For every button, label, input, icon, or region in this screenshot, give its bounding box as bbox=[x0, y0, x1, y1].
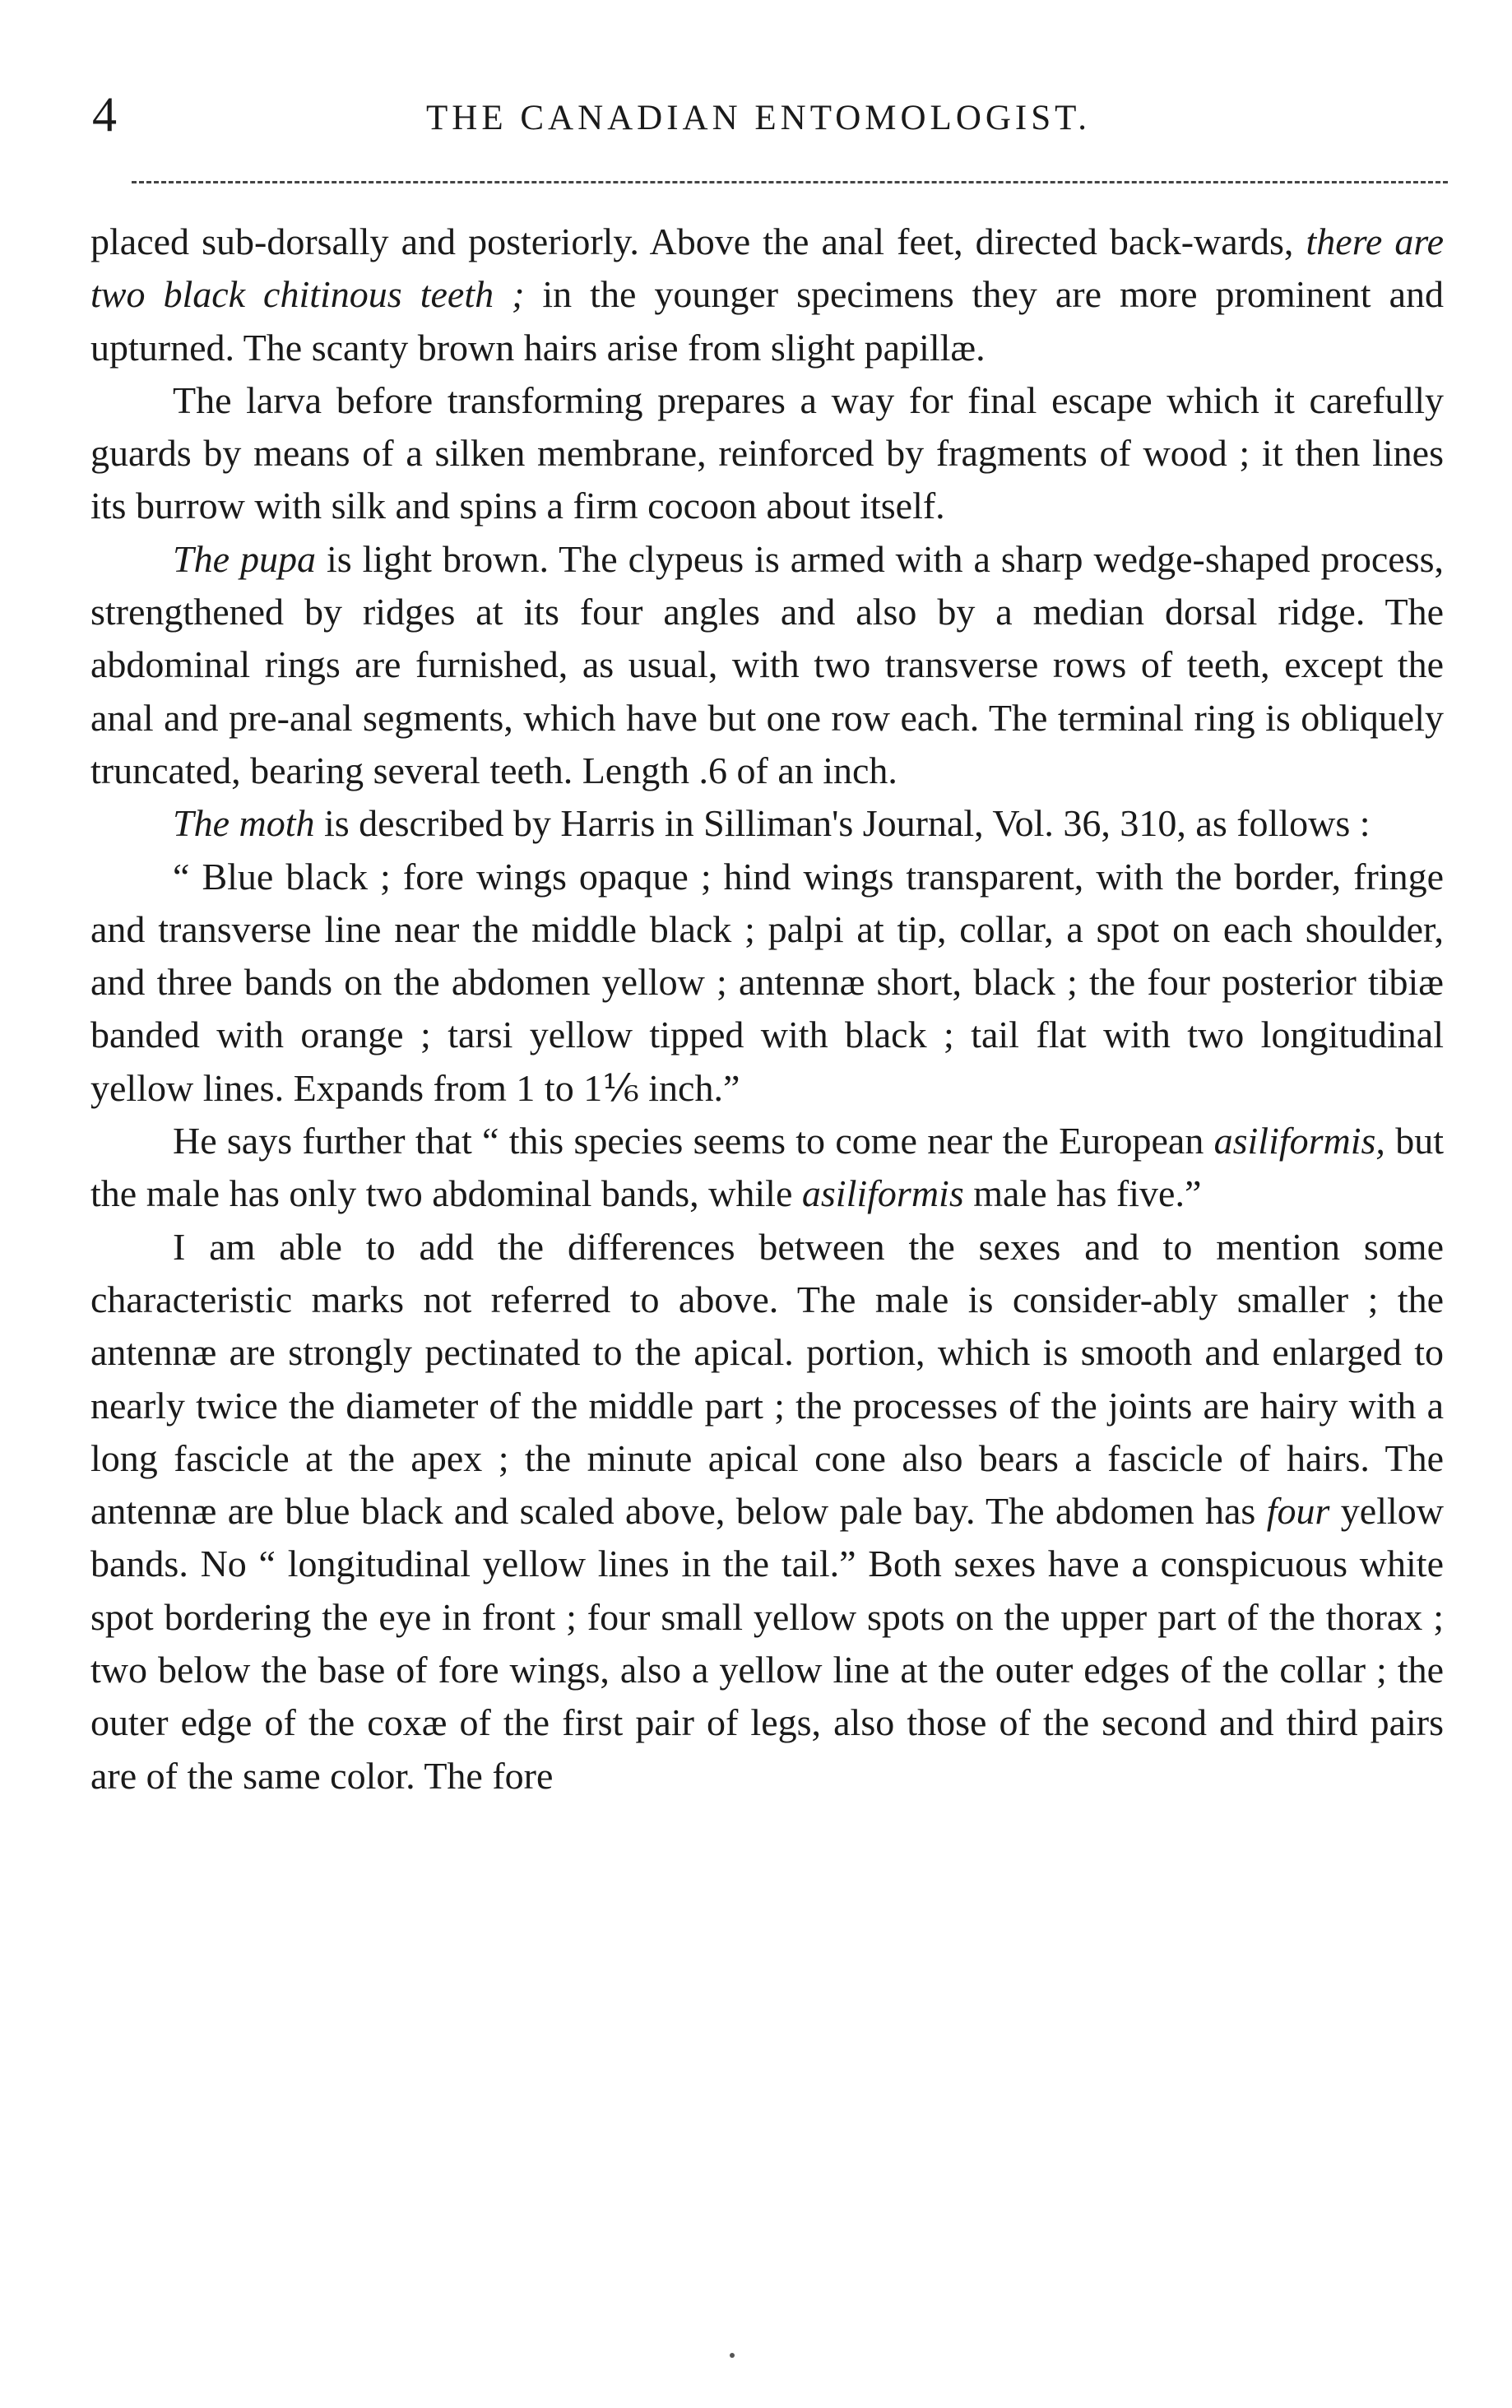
text-segment: “ Blue black ; fore wings opaque ; hind wings transparent, with the border, fringe and transverse line near the middle black ; palpi at tip, collar, a spot on each shoulder, and three bands on the abdomen yellow ; antennæ short, black ; the four posterior tibiæ banded with orange ; tarsi yellow tipped with black ; tail flat with two longitudinal yellow lines. Expands from 1 to 1⅙ inch.” bbox=[90, 855, 1444, 1109]
text-segment: is described by Harris in Silliman's Journal, Vol. 36, 310, as follows : bbox=[314, 802, 1371, 845]
para-sexes bbox=[90, 1221, 1444, 1803]
page-header bbox=[92, 86, 1425, 143]
italic-text: The moth bbox=[173, 802, 315, 845]
text-segment: but the male has only two abdominal bands, while bbox=[90, 1120, 1444, 1215]
printer-mark-dot bbox=[730, 2353, 735, 2358]
header-rule bbox=[132, 181, 1448, 183]
text-segment: I am able to add the differences between the sexes and to mention some characteristic marks not referred to above. The male is consider-ably smaller ; the antennæ are strongly pectinated to the apical. portion, which is smooth and enlarged to nearly twice the diameter of the middle part ; the processes of the joints are hairy with a long fascicle at the apex ; the minute apical cone also bears a fascicle of hairs. The antennæ are blue black and scaled above, below pale bay. The abdomen has bbox=[90, 1225, 1444, 1533]
text-segment: male has five.” bbox=[963, 1172, 1202, 1215]
page-number: 4 bbox=[92, 87, 117, 142]
para-larva-transform bbox=[90, 374, 1444, 533]
text-segment: He says further that “ this species seems to come near the European bbox=[173, 1120, 1214, 1162]
para-moth-intro bbox=[90, 797, 1444, 850]
italic-text: The pupa bbox=[173, 537, 316, 580]
text-segment: placed sub-dorsally and posteriorly. Above the anal feet, directed back-wards, bbox=[90, 220, 1306, 262]
para-harris-quote bbox=[90, 851, 1444, 1115]
para-larva-teeth bbox=[90, 216, 1444, 374]
running-title: THE CANADIAN ENTOMOLOGIST. bbox=[426, 99, 1091, 137]
italic-text: four bbox=[1266, 1490, 1330, 1533]
italic-text: there are two black chitinous teeth ; bbox=[90, 220, 1445, 316]
text-segment: yellow bands. No “ longitudinal yellow lines in the tail.” Both sexes have a conspicuous white spot bordering the eye in front ; four small yellow spots on the upper part of the thorax ; two below the base of fore wings, also a yellow line at the outer edges of the collar ; the outer edge of the coxæ of the first pair of legs, also those of the second and third pairs are of the same color. The fore bbox=[90, 1490, 1444, 1797]
italic-text: asiliformis bbox=[801, 1172, 964, 1215]
para-pupa bbox=[90, 533, 1444, 797]
italic-text: asiliformis, bbox=[1213, 1120, 1385, 1162]
text-segment: The larva before transforming prepares a way for final escape which it carefully guards by means of a silken membrane, reinforced by fragments of wood ; it then lines its burrow with silk and spins a firm cocoon about itself. bbox=[90, 378, 1444, 527]
text-segment: in the younger specimens they are more prominent and upturned. The scanty brown hairs arise from slight papillæ. bbox=[90, 273, 1444, 369]
para-harris-further bbox=[90, 1115, 1444, 1221]
body-text bbox=[90, 216, 1444, 1803]
text-segment: is light brown. The clypeus is armed with a sharp wedge-shaped process, strengthened by ridges at its four angles and also by a median dorsal ridge. The abdominal rings are furnished, as usual, with two transverse rows of teeth, except the anal and pre-anal segments, which have but one row each. The terminal ring is obliquely truncated, bearing several teeth. Length .6 of an inch. bbox=[90, 537, 1444, 791]
